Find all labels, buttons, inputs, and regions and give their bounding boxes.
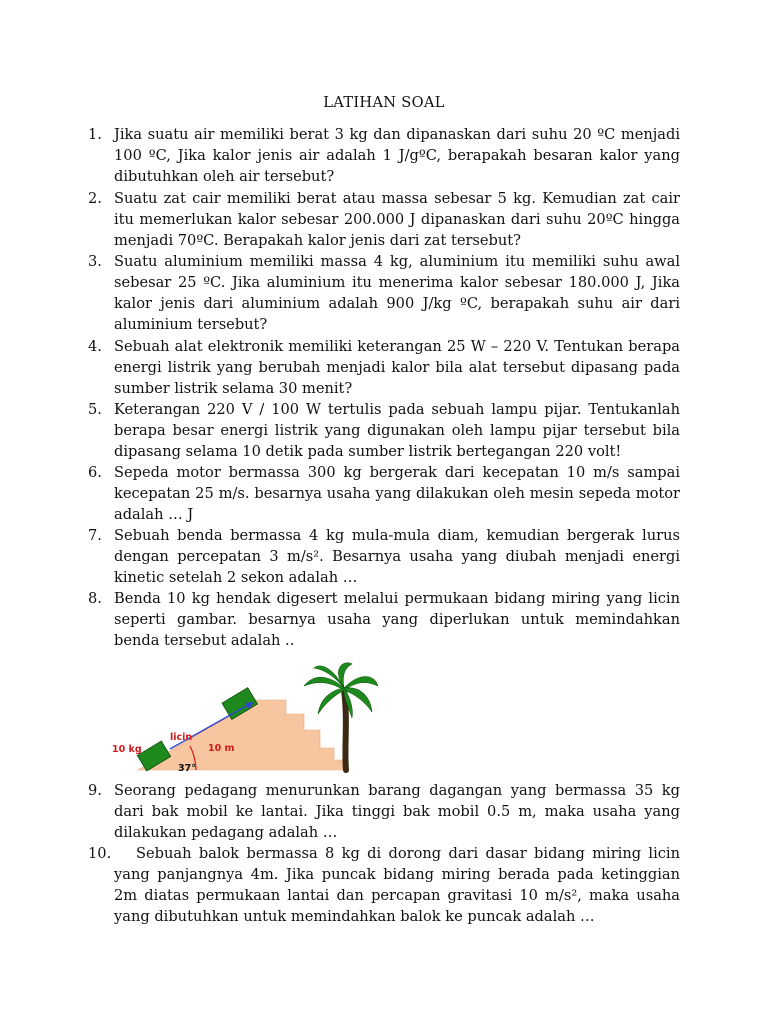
question-2 [88,188,680,251]
question-5 [88,399,680,462]
question-text: Keterangan 220 V / 100 W tertulis pada sebuah lampu pijar. Tentukanlah berapa besar energi listrik yang digunakan oleh lampu pijar tersebut bila dipasang selama 10 detik pada sumber listrik bertegangan 220 volt! [114,401,680,460]
inclined-plane-illustration [108,660,378,778]
question-text: Jika suatu air memiliki berat 3 kg dan dipanaskan dari suhu 20 ºC menjadi 100 ºC, Jika kalor jenis air adalah 1 J/gºC, berapakah besaran kalor yang dibutuhkan oleh air tersebut? [114,126,680,185]
question-8 [88,588,680,651]
question-number: 2. [88,190,102,207]
question-text: Benda 10 kg hendak digesert melalui permukaan bidang miring yang licin seperti gambar. besarnya usaha yang diperlukan untuk memindahkan benda tersebut adalah .. [114,590,680,649]
question-number: 6. [88,464,102,481]
palm-trunk [344,690,346,770]
question-text: Suatu aluminium memiliki massa 4 kg, aluminium itu memiliki suhu awal sebesar 25 ºC. Jika aluminium itu menerima kalor sebesar 180.000 J, Jika kalor jenis dari aluminium adalah 900 J/kg ºC, berapakah suhu air dari aluminium tersebut? [114,253,680,333]
question-text: Sebuah alat elektronik memiliki keterangan 25 W – 220 V. Tentukan berapa energi listrik yang berubah menjadi kalor bila alat tersebut dipasang pada sumber listrik selama 30 menit? [114,338,680,397]
palm-leaves [304,663,378,718]
question-text: Suatu zat cair memiliki berat atau massa sebesar 5 kg. Kemudian zat cair itu memerlukan kalor sebesar 200.000 J dipanaskan dari suhu 20ºC hingga menjadi 70ºC. Berapakah kalor jenis dari zat tersebut? [114,190,680,249]
question-text: Seorang pedagang menurunkan barang dagangan yang bermassa 35 kg dari bak mobil ke lantai. Jika tinggi bak mobil 0.5 m, maka usaha yang dilakukan pedagang adalah … [114,782,680,841]
angle-label: 37° [178,763,196,774]
mass-label: 10 kg [112,744,142,755]
question-text: Sebuah balok bermassa 8 kg di dorong dari dasar bidang miring licin yang panjangnya 4m. Jika puncak bidang miring berada pada ketinggian 2m diatas permukaan lantai dan percapan gravitasi 10 m/s², maka usaha yang dibutuhkan untuk memindahkan balok ke puncak adalah … [114,845,680,925]
question-3 [88,251,680,335]
question-7 [88,525,680,588]
question-number: 5. [88,401,102,418]
inclined-plane-figure [108,660,378,778]
question-number: 7. [88,527,102,544]
question-10 [88,843,680,927]
question-6 [88,462,680,525]
question-number: 3. [88,253,102,270]
question-text: Sebuah benda bermassa 4 kg mula-mula diam, kemudian bergerak lurus dengan percepatan 3 m/s². Besarnya usaha yang diubah menjadi energi kinetic setelah 2 sekon adalah … [114,527,680,586]
page-title: LATIHAN SOAL [323,94,445,111]
question-number: 9. [88,782,102,799]
question-4 [88,336,680,399]
length-label: 10 m [208,743,235,754]
question-text: Sepeda motor bermassa 300 kg bergerak dari kecepatan 10 m/s sampai kecepatan 25 m/s. besarnya usaha yang dilakukan oleh mesin sepeda motor adalah … J [114,464,680,523]
question-9 [88,780,680,843]
question-number: 10. [88,845,112,862]
question-number: 8. [88,590,102,607]
question-number: 1. [88,126,102,143]
question-number: 4. [88,338,102,355]
question-1 [88,124,680,187]
surface-label: licin [170,732,193,743]
